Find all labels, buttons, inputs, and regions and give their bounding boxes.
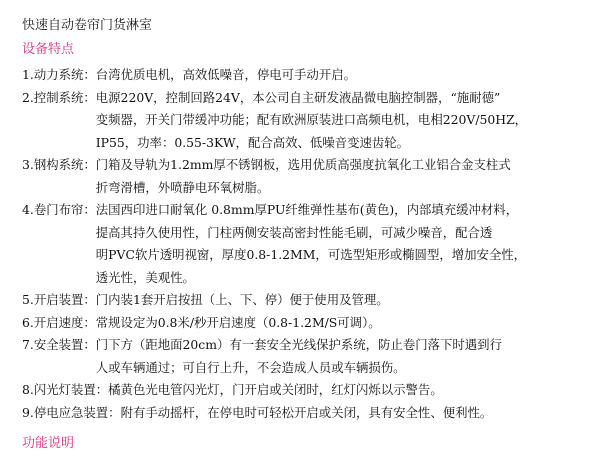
description-line: 附有手动摇杆，在停电时可轻松开启或关闭，具有安全性、便利性。 — [120, 404, 493, 420]
list-item-label: 安全装置： — [33, 337, 96, 352]
description-line: 门下方（距地面20cm）有一套安全光线保护系统，防止卷门落下时遇到行 — [95, 337, 502, 352]
list-item-label: 闪光灯装置： — [33, 382, 109, 397]
section-heading-features: 设备特点 — [22, 42, 75, 57]
description-line: 电源220V，控制回路24V，本公司自主研发液晶微电脑控制器，“施耐德” — [95, 89, 501, 105]
list-item-description — [96, 199, 526, 289]
list-item-description — [96, 87, 527, 155]
description-line: 门内装1套开启按扭（上、下、停）便于使用及管理。 — [95, 292, 389, 307]
list-item — [22, 199, 600, 289]
list-item-number: 5. — [22, 292, 34, 307]
list-item-label: 钢构系统： — [33, 157, 96, 172]
description-line: 变频器，开关门带缓冲功能；配有欧洲原装进口高频电机，电相220V/50HZ， — [95, 112, 528, 127]
list-item-label: 开启装置： — [33, 292, 96, 307]
list-item-number: 2. — [22, 89, 34, 105]
list-item-description — [121, 402, 493, 425]
list-item-description — [96, 289, 389, 312]
list-item-description — [96, 312, 381, 335]
list-item-label: 卷门布帘： — [33, 202, 96, 217]
description-line: 明PVC软片透明视窗，厚度0.8-1.2MM，可选型矩形或椭圆型，增加安全性， — [95, 247, 527, 262]
description-line: 提高其持久使用性，门柱两侧安装高密封性能毛刷，可减少噪音，配合透 — [95, 224, 493, 240]
description-line: 门箱及导轨为1.2mm厚不锈钢板，选用优质高强度抗氧化工业铝合金支柱式 — [95, 157, 511, 172]
list-item — [22, 87, 600, 155]
list-item-label: 动力系统： — [33, 67, 96, 82]
list-item-description — [96, 64, 356, 87]
list-item-number: 7. — [22, 337, 34, 352]
description-line: 人或车辆通过；可自行上升，不会造成人员或车辆损伤。 — [95, 359, 406, 375]
list-item-description — [96, 154, 511, 199]
list-item-description — [108, 379, 443, 402]
list-item-number: 1. — [22, 67, 34, 82]
list-item — [22, 402, 600, 425]
list-item — [22, 64, 600, 87]
description-line: 台湾优质电机，高效低噪音，停电可手动开启。 — [95, 67, 356, 82]
page-title: 快速自动卷帘门货淋室 — [22, 18, 153, 33]
description-line: 常规设定为0.8米/秒开启速度（0.8-1.2M/S可调）。 — [95, 314, 381, 330]
description-line: 透光性，美观性。 — [95, 269, 195, 285]
list-item-number: 8. — [22, 382, 34, 397]
feature-list — [22, 64, 600, 424]
section-heading-functions: 功能说明 — [22, 436, 75, 451]
description-line: IP55，功率：0.55-3KW，配合高效、低噪音变速齿轮。 — [95, 134, 410, 150]
list-item-number: 4. — [22, 202, 34, 217]
list-item-label: 控制系统： — [33, 89, 96, 105]
list-item-number: 9. — [22, 404, 34, 420]
list-item-description — [96, 334, 502, 379]
description-line: 法国西印进口耐氧化 0.8mm厚PU纤维弹性基布(黄色)，内部填充缓冲材料， — [95, 202, 519, 217]
list-item-label: 开启速度： — [33, 314, 96, 330]
description-line: 橘黄色光电管闪光灯，门开启或关闭时，红灯闪烁以示警告。 — [108, 382, 443, 397]
list-item-number: 6. — [22, 314, 34, 330]
description-line: 折弯滑槽，外喷静电环氧树脂。 — [95, 179, 270, 195]
list-item-label: 停电应急装置： — [33, 404, 121, 420]
list-item — [22, 379, 600, 402]
list-item — [22, 312, 600, 335]
list-item — [22, 289, 600, 312]
list-item — [22, 154, 600, 199]
list-item-number: 3. — [22, 157, 34, 172]
list-item — [22, 334, 600, 379]
